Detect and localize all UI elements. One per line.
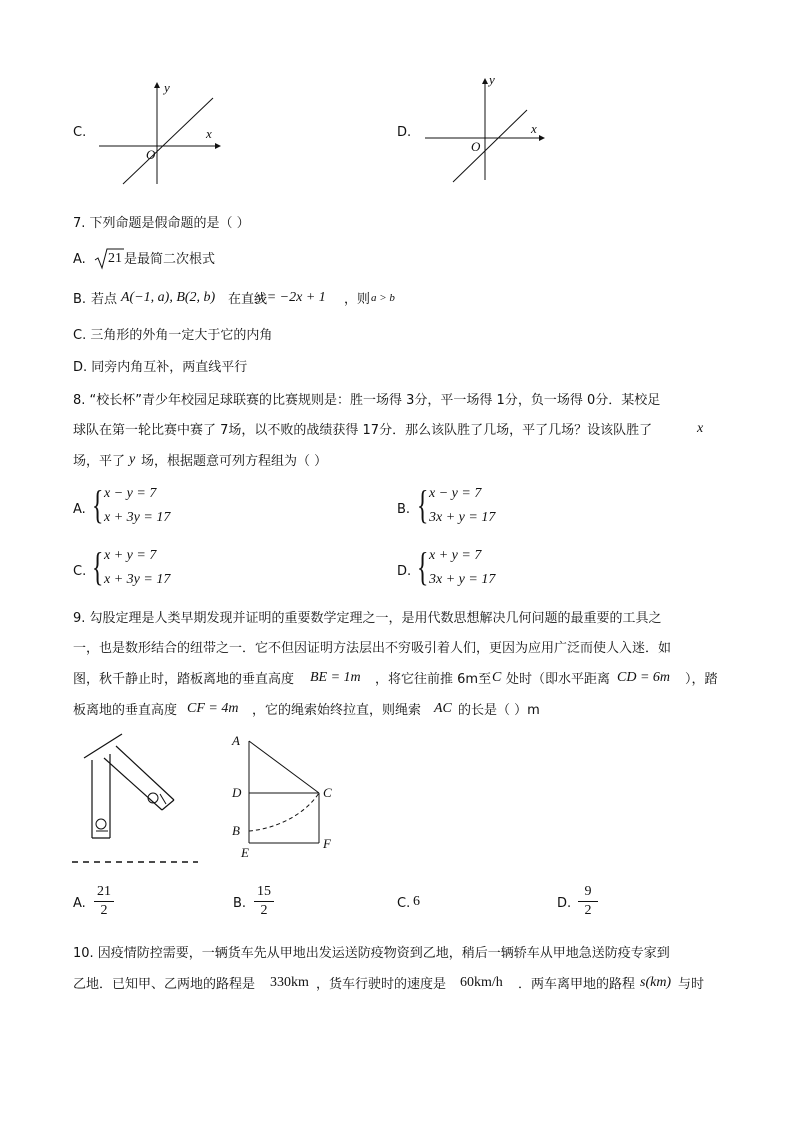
point-b-label: B	[232, 823, 240, 838]
text-run: 与时	[678, 977, 705, 992]
option-label: D.	[557, 896, 572, 911]
fraction	[254, 884, 274, 919]
option-label: B.	[233, 896, 247, 911]
brace: {	[91, 544, 104, 589]
equation-1: x + y = 7	[429, 548, 482, 563]
math-cf: CF = 4m	[187, 701, 239, 716]
math-distance: 330km	[270, 975, 309, 990]
math-cd: CD = 6m	[617, 670, 671, 685]
brace: {	[91, 482, 104, 527]
q8-stem-line3b: 场，根据题意可列方程组为（ ）	[141, 454, 328, 469]
option-label: C.	[397, 896, 411, 911]
equation-2: 3x + y = 17	[429, 510, 496, 525]
text-run: ，将它往前推 6m至	[375, 672, 492, 687]
q7-option-c[interactable]: C. 三角形的外角一定大于它的内角	[73, 328, 273, 343]
equation-2: x + 3y = 17	[104, 572, 171, 587]
math-ac: AC	[434, 701, 452, 716]
origin-label: O	[146, 147, 156, 162]
option-label: C.	[73, 564, 87, 579]
option-label: B.	[397, 502, 411, 517]
denominator: 2	[584, 903, 592, 918]
text-run: ，货车行驶时的速度是	[316, 977, 447, 992]
axis-x-label: x	[531, 121, 537, 136]
axis-x-label: x	[206, 126, 212, 141]
point-d-label: D	[232, 785, 242, 800]
text-run: 乙地．已知甲、乙两地的路程是	[73, 977, 256, 992]
equation-1: x − y = 7	[104, 486, 157, 501]
swing-illustration	[70, 730, 205, 865]
option-label: A.	[73, 896, 86, 911]
q7-stem: 7. 下列命题是假命题的是（ ）	[73, 216, 250, 231]
line-expr: y = −2x + 1	[257, 290, 326, 305]
option-text: 若点	[91, 292, 118, 307]
q10-stem-line1: 10. 因疫情防控需要，一辆货车先从甲地出发运送防疫物资到乙地，稍后一辆轿车从甲地急送防疫专家到	[73, 946, 670, 961]
geometry-lines	[243, 737, 333, 857]
point-e-label: E	[241, 845, 249, 860]
equation-2: x + 3y = 17	[104, 510, 171, 525]
brace: {	[416, 482, 429, 527]
radicand: 21	[108, 251, 122, 266]
math-be: BE = 1m	[310, 670, 361, 685]
denominator: 2	[260, 903, 268, 918]
math-c: C	[492, 670, 502, 685]
numerator: 15	[257, 884, 271, 899]
fraction	[94, 884, 114, 919]
option-text: ，则	[344, 292, 371, 307]
text-run: ．两车离甲地的路程	[518, 977, 636, 992]
option-text: 是最简二次根式	[124, 252, 216, 267]
brace: {	[416, 544, 429, 589]
math-speed: 60km/h	[460, 975, 503, 990]
option-label: D.	[397, 564, 412, 579]
q9-stem-line1: 9. 勾股定理是人类早期发现并证明的重要数学定理之一，是用代数思想解决几何问题的最重要的工具之	[73, 611, 662, 626]
fraction	[578, 884, 598, 919]
q9-stem-line2: 一，也是数形结合的纽带之一．它不但因证明方法层出不穷吸引着人们，更因为应用广泛而使人入迷．如	[73, 641, 672, 656]
q8-var-y: y	[129, 452, 136, 467]
relation-expr: a > b	[371, 292, 395, 304]
option-label: C.	[73, 125, 87, 140]
q8-stem-line2: 球队在第一轮比赛中赛了 7场，以不败的战绩获得 17分．那么该队胜了几场，平了几场？设该队胜了	[73, 423, 653, 438]
q8-var-x: x	[697, 421, 704, 436]
numerator: 21	[97, 884, 111, 899]
text-run: 图，秋千静止时，踏板离地的垂直高度	[73, 672, 295, 687]
text-run: 处时（即水平距离	[506, 672, 611, 687]
option-value: 6	[413, 894, 420, 909]
equation-1: x − y = 7	[429, 486, 482, 501]
option-label: A.	[73, 252, 86, 267]
q7-option-d[interactable]: D. 同旁内角互补，两直线平行	[73, 360, 248, 375]
origin-label: O	[471, 139, 481, 154]
text-run: ），踏	[685, 672, 718, 687]
text-run: 的长是（ ）m	[458, 703, 540, 718]
axis-y-label: y	[164, 80, 170, 95]
equation-2: 3x + y = 17	[429, 572, 496, 587]
axis-y-label: y	[489, 72, 495, 87]
equation-1: x + y = 7	[104, 548, 157, 563]
q8-stem-line3a: 场，平了	[73, 454, 126, 469]
option-text: 在直线	[228, 292, 268, 307]
text-run: ，它的绳索始终拉直，则绳索	[252, 703, 422, 718]
option-label: B.	[73, 292, 87, 307]
numerator: 9	[584, 884, 592, 899]
denominator: 2	[100, 903, 108, 918]
point-c-label: C	[323, 785, 332, 800]
math-s: s(km)	[640, 975, 672, 990]
point-f-label: F	[323, 836, 331, 851]
option-label: D.	[397, 125, 412, 140]
point-a-label: A	[232, 733, 240, 748]
option-label: A.	[73, 502, 86, 517]
points-expr: A(−1, a), B(2, b)	[121, 290, 216, 305]
q8-stem-line1: 8. “校长杯”青少年校园足球联赛的比赛规则是：胜一场得 3分，平一场得 1分，负一场得 0分．某校足	[73, 393, 661, 408]
text-run: 板离地的垂直高度	[73, 703, 178, 718]
